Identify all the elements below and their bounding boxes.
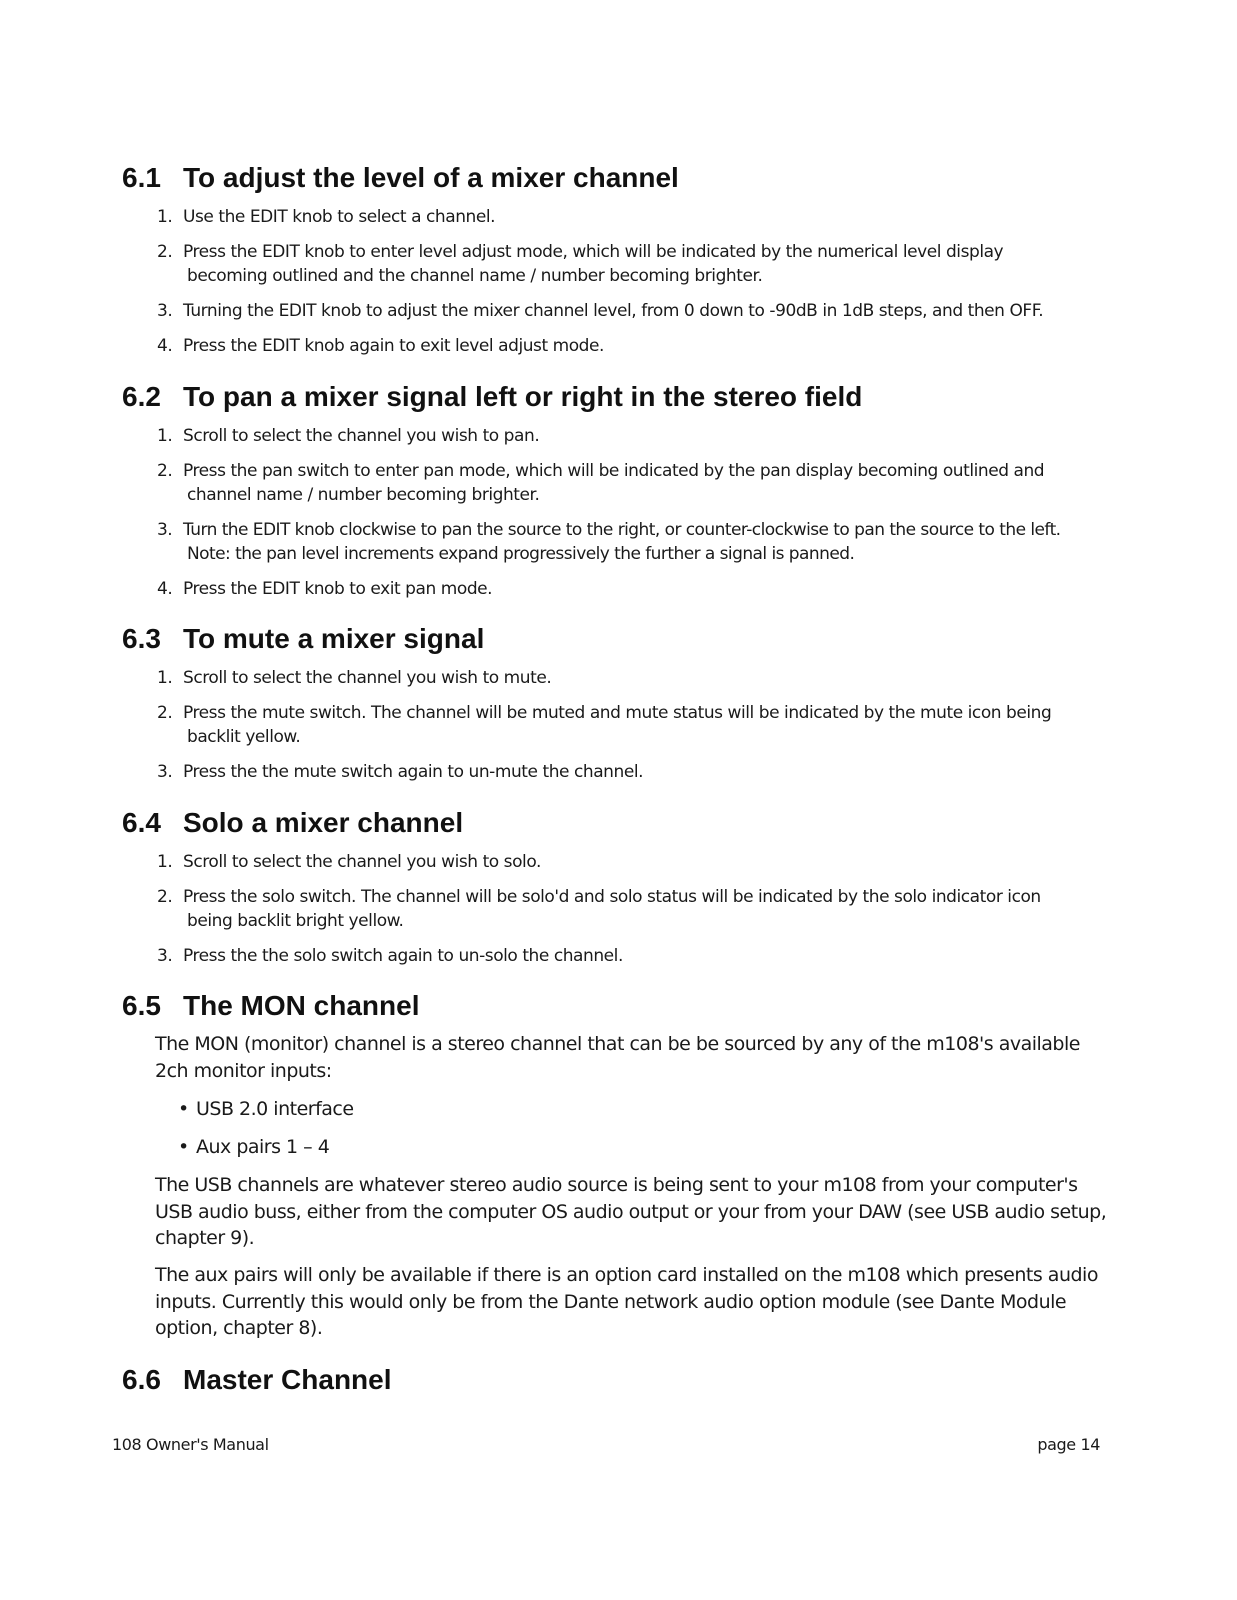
section-number: 6.6 [122,1364,161,1395]
mon-intro-paragraph: The MON (monitor) channel is a stereo channel that can be be sourced by any of the m108's available 2ch monitor inputs: [155,1033,1080,1082]
list-item: 2. Press the solo switch. The channel will be solo'd and solo status will be indicated by the solo indicator icon being backlit bright yellow. [157,887,1041,931]
list-item: • Aux pairs 1 – 4 [178,1136,330,1158]
section-title: Master Channel [183,1364,392,1395]
list-item: 3. Press the the solo switch again to un-solo the channel. [157,946,623,966]
list-item: 1. Scroll to select the channel you wish to solo. [157,852,541,872]
aux-pairs-paragraph: The aux pairs will only be available if there is an option card installed on the m108 which presents audio inputs. Currently this would only be from the Dante network audio option module (see Dante Module option, chapter 8). [155,1264,1098,1339]
section-number: 6.2 [122,381,161,412]
list-item: 1. Use the EDIT knob to select a channel. [157,207,496,227]
list-item: 3. Turn the EDIT knob clockwise to pan the source to the right, or counter-clockwise to pan the source to the left. Note: the pan level increments expand progressively the further a signal is panned. [157,520,1061,564]
section-heading-6-1 [122,161,679,195]
section-heading-6-3 [122,622,484,656]
section-title: To mute a mixer signal [183,623,485,654]
list-item: 2. Press the EDIT knob to enter level adjust mode, which will be indicated by the numerical level display becoming outlined and the channel name / number becoming brighter. [157,242,1004,286]
section-number: 6.1 [122,162,161,193]
list-item: 1. Scroll to select the channel you wish to pan. [157,426,540,446]
list-item: 2. Press the pan switch to enter pan mode, which will be indicated by the pan display becoming outlined and channel name / number becoming brighter. [157,461,1045,505]
list-item: 3. Turning the EDIT knob to adjust the mixer channel level, from 0 down to -90dB in 1dB steps, and then OFF. [157,301,1044,321]
section-title: To pan a mixer signal left or right in the stereo field [183,381,863,412]
section-title: To adjust the level of a mixer channel [183,162,679,193]
footer-document-title: 108 Owner's Manual [112,1435,269,1454]
footer-page-number: page 14 [1037,1435,1100,1454]
list-item: 4. Press the EDIT knob again to exit level adjust mode. [157,336,604,356]
section-number: 6.5 [122,990,161,1021]
section-number: 6.3 [122,623,161,654]
section-title: The MON channel [183,990,420,1021]
section-heading-6-4 [122,806,463,840]
list-item: 3. Press the the mute switch again to un-mute the channel. [157,762,644,782]
list-item: 4. Press the EDIT knob to exit pan mode. [157,579,493,599]
bullet-icon: • [178,1136,189,1158]
section-heading-6-2 [122,380,862,414]
list-item: • USB 2.0 interface [178,1098,354,1120]
section-heading-6-6 [122,1363,392,1397]
section-number: 6.4 [122,807,161,838]
section-heading-6-5 [122,989,419,1023]
section-title: Solo a mixer channel [183,807,464,838]
list-item: 2. Press the mute switch. The channel will be muted and mute status will be indicated by the mute icon being backlit yellow. [157,703,1052,747]
list-item: 1. Scroll to select the channel you wish to mute. [157,668,552,688]
bullet-icon: • [178,1098,189,1120]
usb-channels-paragraph: The USB channels are whatever stereo audio source is being sent to your m108 from your computer's USB audio buss, either from the computer OS audio output or your from your DAW (see USB audio setup, chapter 9). [155,1174,1107,1249]
